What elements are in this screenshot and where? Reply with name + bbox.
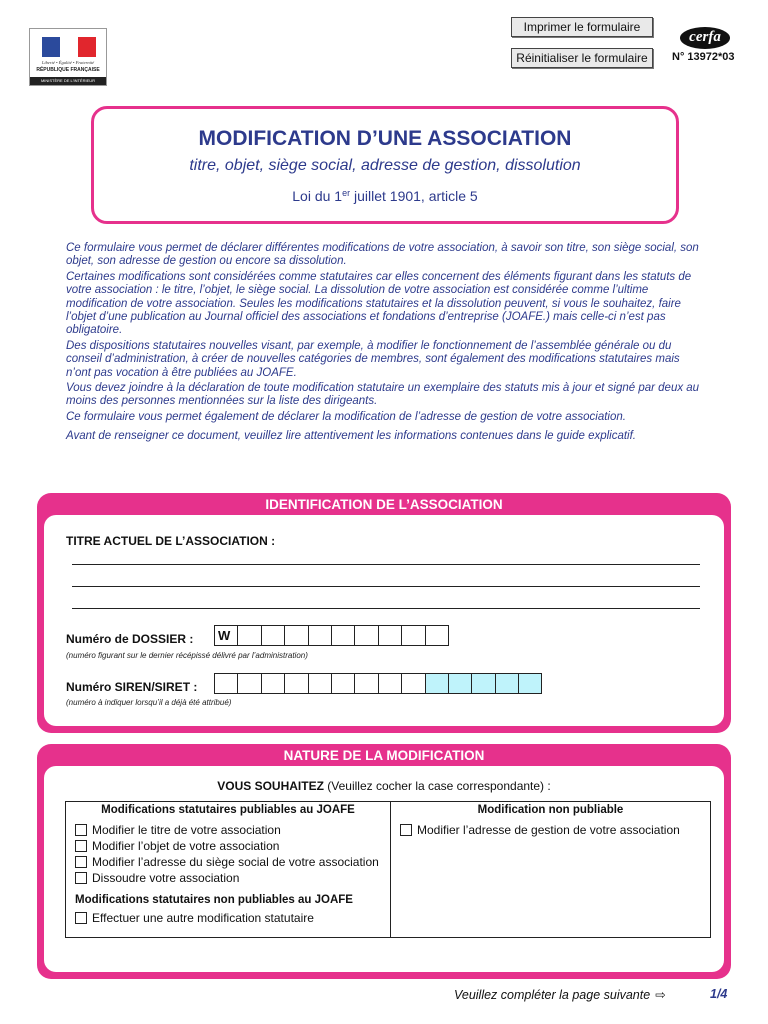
- marianne-flag-icon: [42, 37, 96, 57]
- checkbox[interactable]: [75, 856, 87, 868]
- title-input-line-2[interactable]: [72, 586, 700, 587]
- identification-section: [37, 493, 731, 733]
- title-input-line-1[interactable]: [72, 564, 700, 565]
- intro-paragraph: Avant de renseigner ce document, veuillez lire attentivement les informations contenues dans le guide explicatif.: [66, 430, 637, 443]
- dossier-digit-box[interactable]: [285, 625, 308, 646]
- option-adresse-gestion[interactable]: Modifier l’adresse de gestion de votre association: [400, 823, 680, 837]
- dossier-digit-box[interactable]: [355, 625, 378, 646]
- dossier-digit-box[interactable]: [309, 625, 332, 646]
- publiable-header: Modifications statutaires publiables au JOAFE: [101, 804, 355, 816]
- checkbox[interactable]: [75, 872, 87, 884]
- title-label: TITRE ACTUEL DE L’ASSOCIATION :: [66, 534, 276, 548]
- nature-body: [44, 766, 724, 972]
- siret-digit-box[interactable]: [472, 673, 495, 694]
- siren-number-field[interactable]: [214, 673, 542, 694]
- option-modifier-siege[interactable]: Modifier l’adresse du siège social de votre association: [75, 855, 379, 869]
- dossier-digit-box[interactable]: [379, 625, 402, 646]
- dossier-prefix: W: [215, 625, 238, 646]
- siren-label: Numéro SIREN/SIRET :: [66, 680, 198, 694]
- print-form-button[interactable]: Imprimer le formulaire: [511, 17, 653, 37]
- siret-digit-box[interactable]: [426, 673, 449, 694]
- dossier-digit-box[interactable]: [426, 625, 449, 646]
- logo-republic: RÉPUBLIQUE FRANÇAISE: [36, 67, 100, 73]
- cerfa-logo: cerfa: [680, 27, 730, 49]
- dossier-digit-box[interactable]: [332, 625, 355, 646]
- siren-note: (numéro à indiquer lorsqu’il a déjà été attribué): [66, 698, 232, 707]
- intro-paragraph: Ce formulaire vous permet également de déclarer la modification de l’adresse de gestion de votre association.: [66, 410, 626, 423]
- siren-digit-box[interactable]: [262, 673, 285, 694]
- republique-francaise-logo: [29, 28, 107, 86]
- intro-paragraph: Vous devez joindre à la déclaration de toute modification statutaire un exemplaire des statuts mis à jour et signé par deux au moins des personnes mentionnées sur la liste des dirigeants.: [66, 382, 700, 408]
- siren-digit-box[interactable]: [215, 673, 238, 694]
- siren-digit-box[interactable]: [285, 673, 308, 694]
- non-publiable-header: Modification non publiable: [477, 804, 624, 816]
- dossier-number-field[interactable]: [214, 625, 449, 646]
- reset-form-button[interactable]: Réinitialiser le formulaire: [511, 48, 653, 68]
- page-number: 1/4: [710, 987, 728, 1001]
- checkbox[interactable]: [400, 824, 412, 836]
- option-autre-modification[interactable]: Effectuer une autre modification statutaire: [75, 911, 314, 925]
- checkbox[interactable]: [75, 840, 87, 852]
- intro-paragraph: Des dispositions statutaires nouvelles visant, par exemple, à modifier le fonctionnement de l’assemblée générale ou du conseil d’administration, à créer de nouvelles catégories de membres, sont également des modifications statutaires mais n’ont pas vocation à être publiées au JOAFE.: [66, 339, 680, 379]
- intro-text: [66, 242, 706, 446]
- law-reference: Loi du 1er juillet 1901, article 5: [292, 188, 478, 204]
- non-publiable-column: [391, 802, 710, 937]
- siren-digit-box[interactable]: [379, 673, 402, 694]
- dossier-digit-box[interactable]: [238, 625, 261, 646]
- nature-section: [37, 744, 731, 979]
- identification-body: [44, 515, 724, 726]
- checkbox[interactable]: [75, 824, 87, 836]
- nature-header: NATURE DE LA MODIFICATION: [283, 748, 485, 763]
- option-dissoudre[interactable]: Dissoudre votre association: [75, 871, 239, 885]
- form-subtitle: titre, objet, siège social, adresse de gestion, dissolution: [189, 157, 581, 174]
- intro-paragraph: Ce formulaire vous permet de déclarer différentes modifications de votre association, à savoir son titre, son siège social, son objet, son adresse de gestion ou encore sa dissolution.: [66, 242, 699, 268]
- logo-ministry: MINISTÈRE DE L'INTÉRIEUR: [30, 77, 106, 85]
- siret-digit-box[interactable]: [449, 673, 472, 694]
- siren-digit-box[interactable]: [332, 673, 355, 694]
- arrow-right-icon: ⇨: [655, 988, 666, 1002]
- title-input-line-3[interactable]: [72, 608, 700, 609]
- publiable-column: [66, 802, 391, 937]
- siren-digit-box[interactable]: [309, 673, 332, 694]
- checkbox[interactable]: [75, 912, 87, 924]
- option-modifier-titre[interactable]: Modifier le titre de votre association: [75, 823, 281, 837]
- dossier-label: Numéro de DOSSIER :: [66, 632, 194, 646]
- siren-digit-box[interactable]: [355, 673, 378, 694]
- vous-souhaitez-label: VOUS SOUHAITEZ (Veuillez cocher la case correspondante) :: [217, 779, 551, 793]
- intro-paragraph: Certaines modifications sont considérées comme statutaires car elles concernent des éléments figurant dans les statuts de votre association : le titre, l’objet, le siège social. La dissolution de votre association est considérée comme l’ultime modification de votre association. Seules les modifications statutaires et la dissolution peuvent, si vous le souhaitez, faire l’objet d’une publication au Journal officiel des associations et fondations d’entreprise (JOAFE.) mais celle-ci n’est pas obligatoire.: [66, 270, 692, 337]
- non-publiable-subheader: Modifications statutaires non publiables au JOAFE: [75, 894, 353, 906]
- dossier-digit-box[interactable]: [262, 625, 285, 646]
- logo-motto: Liberté • Égalité • Fraternité: [41, 60, 95, 65]
- title-box: [91, 106, 679, 224]
- cerfa-number: N° 13972*03: [672, 51, 735, 63]
- siret-digit-box[interactable]: [496, 673, 519, 694]
- modification-table: [65, 801, 711, 938]
- form-title: MODIFICATION D’UNE ASSOCIATION: [198, 127, 572, 150]
- dossier-note: (numéro figurant sur le dernier récépissé délivré par l’administration): [66, 651, 308, 660]
- siret-digit-box[interactable]: [519, 673, 542, 694]
- siren-digit-box[interactable]: [238, 673, 261, 694]
- dossier-digit-box[interactable]: [402, 625, 425, 646]
- identification-header: IDENTIFICATION DE L’ASSOCIATION: [265, 497, 503, 512]
- option-modifier-objet[interactable]: Modifier l’objet de votre association: [75, 839, 279, 853]
- siren-digit-box[interactable]: [402, 673, 425, 694]
- next-page-note: Veuillez compléter la page suivante ⇨: [454, 988, 666, 1002]
